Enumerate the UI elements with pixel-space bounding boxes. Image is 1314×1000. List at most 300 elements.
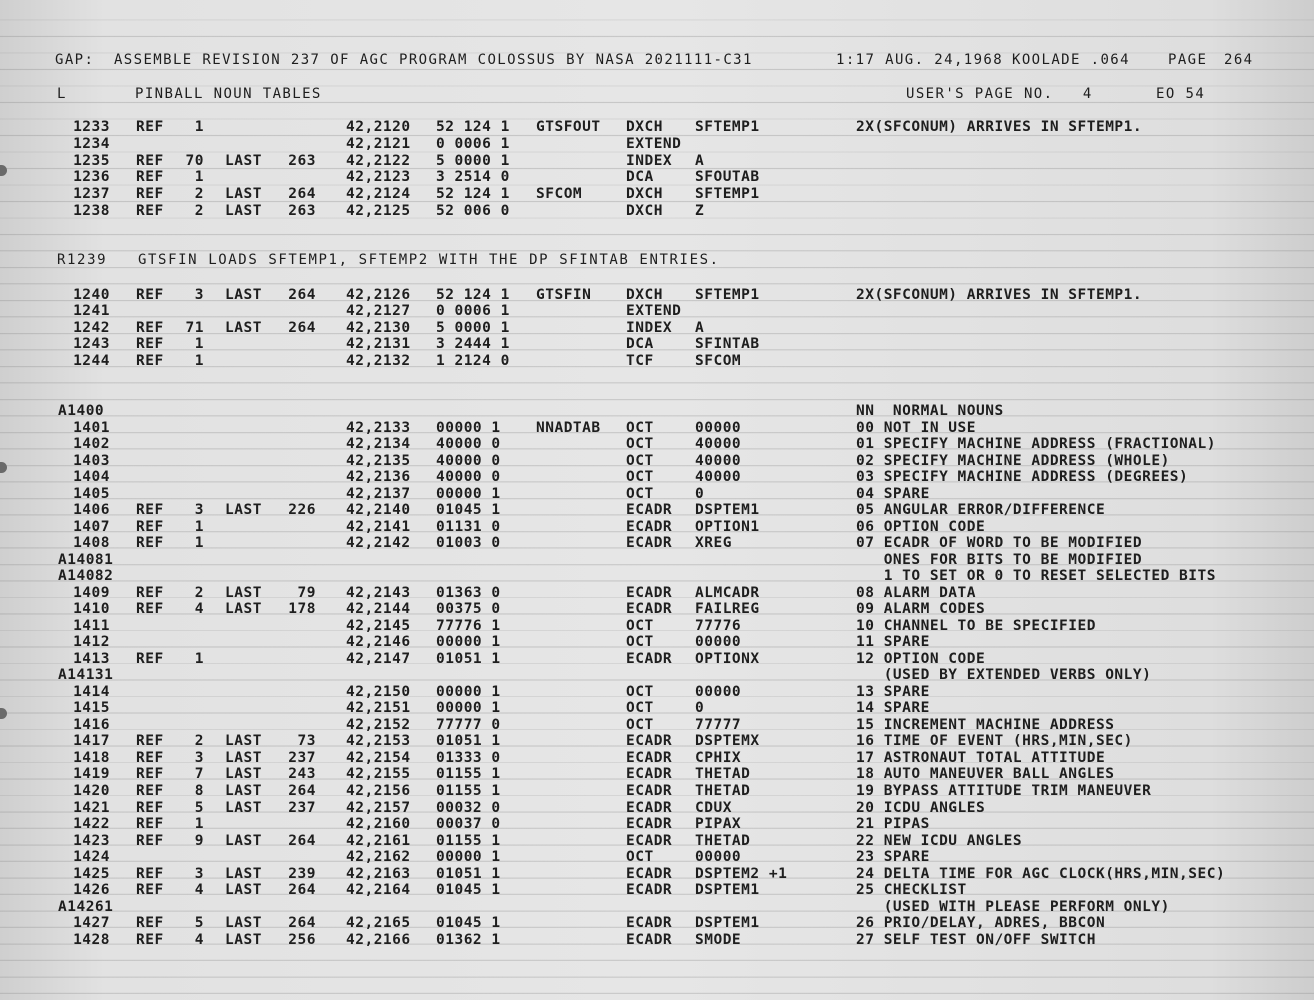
line-number: 1412 [73, 634, 110, 651]
ref-count: 1 [194, 336, 204, 353]
listing-row [0, 932, 1314, 949]
ref-count: 9 [194, 832, 204, 849]
opcode: OCT [626, 485, 654, 502]
operand: THETAD [695, 783, 751, 799]
ref-count: 1 [194, 518, 204, 535]
operand: XREG [695, 535, 732, 552]
ref-label: REF [136, 915, 164, 932]
opcode: ECADR [626, 601, 673, 618]
operand: SFOUTAB [695, 169, 760, 186]
opcode: ECADR [626, 733, 673, 750]
ref-label: REF [136, 931, 164, 948]
ref-label: REF [136, 783, 164, 799]
listing-row [0, 420, 1314, 437]
listing-row [0, 136, 1314, 153]
line-number: 1422 [73, 816, 110, 832]
octal-code: 0 0006 1 [436, 135, 510, 152]
listing-title: GAP: ASSEMBLE REVISION 237 OF AGC PROGRAM COLOSSUS BY NASA 2021111-C31 [55, 52, 753, 68]
line-number: 1237 [73, 186, 110, 203]
last-page: 264 [288, 783, 316, 799]
listing-row [0, 585, 1314, 602]
comment: 2X(SFCONUM) ARRIVES IN SFTEMP1. [856, 287, 1143, 303]
listing-row [0, 287, 1314, 304]
last-label: LAST [225, 733, 262, 750]
line-number: 1418 [73, 749, 110, 766]
last-page: 73 [297, 733, 316, 750]
comment: 25 CHECKLIST [856, 882, 967, 899]
comment: 15 INCREMENT MACHINE ADDRESS [856, 716, 1115, 733]
last-label: LAST [225, 865, 262, 882]
ref-label: REF [136, 584, 164, 601]
line-number: A14082 [58, 568, 114, 585]
ref-count: 3 [194, 287, 204, 303]
last-label: LAST [225, 287, 262, 303]
ref-count: 7 [194, 766, 204, 783]
opcode: OCT [626, 683, 654, 700]
line-number: 1419 [73, 766, 110, 783]
opcode: ECADR [626, 650, 673, 667]
listing-row [0, 469, 1314, 486]
comment: 12 OPTION CODE [856, 650, 986, 667]
last-page: 256 [288, 931, 316, 948]
operand: 00000 [695, 683, 742, 700]
operand: 0 [695, 700, 705, 717]
opcode: OCT [626, 617, 654, 634]
symbol-label: NNADTAB [536, 419, 601, 436]
octal-code: 40000 0 [436, 452, 501, 469]
octal-code: 01045 1 [436, 915, 501, 932]
listing-row [0, 915, 1314, 932]
address: 42,2123 [346, 169, 411, 186]
last-page: 264 [288, 832, 316, 849]
operand: OPTIONX [695, 650, 760, 667]
ref-count: 1 [194, 169, 204, 186]
section-title: PINBALL NOUN TABLES [135, 86, 322, 102]
line-number: 1404 [73, 469, 110, 486]
ref-count: 2 [194, 203, 204, 219]
listing-row [0, 684, 1314, 701]
ref-count: 3 [194, 502, 204, 519]
line-number: 1423 [73, 832, 110, 849]
listing-row [0, 552, 1314, 569]
last-page: 264 [288, 287, 316, 303]
octal-code: 00000 1 [436, 700, 501, 717]
ref-count: 2 [194, 186, 204, 203]
opcode: OCT [626, 634, 654, 651]
listing-row [0, 766, 1314, 783]
address: 42,2143 [346, 584, 411, 601]
last-page: 243 [288, 766, 316, 783]
comment: 00 NOT IN USE [856, 419, 976, 436]
last-page: 226 [288, 502, 316, 519]
comment: 24 DELTA TIME FOR AGC CLOCK(HRS,MIN,SEC) [856, 865, 1226, 882]
line-number: 1428 [73, 931, 110, 948]
comment: 16 TIME OF EVENT (HRS,MIN,SEC) [856, 733, 1133, 750]
listing-row [0, 866, 1314, 883]
operand: THETAD [695, 766, 751, 783]
octal-code: 01333 0 [436, 749, 501, 766]
listing-row [0, 651, 1314, 668]
address: 42,2126 [346, 287, 411, 303]
octal-code: 00037 0 [436, 816, 501, 832]
ref-label: REF [136, 186, 164, 203]
listing-row [0, 601, 1314, 618]
listing-row [0, 667, 1314, 684]
last-label: LAST [225, 502, 262, 519]
address: 42,2161 [346, 832, 411, 849]
address: 42,2162 [346, 849, 411, 865]
listing-row [0, 186, 1314, 203]
comment: 22 NEW ICDU ANGLES [856, 832, 1023, 849]
address: 42,2163 [346, 865, 411, 882]
octal-code: 52 006 0 [436, 203, 510, 219]
address: 42,2160 [346, 816, 411, 832]
address: 42,2125 [346, 203, 411, 219]
opcode: OCT [626, 849, 654, 865]
ref-count: 3 [194, 749, 204, 766]
octal-code: 01155 1 [436, 783, 501, 799]
octal-code: 1 2124 0 [436, 352, 510, 369]
address: 42,2151 [346, 700, 411, 717]
last-page: 264 [288, 319, 316, 336]
octal-code: 5 0000 1 [436, 152, 510, 169]
octal-code: 0 0006 1 [436, 303, 510, 320]
listing-row [0, 618, 1314, 635]
listing-row [0, 502, 1314, 519]
ref-count: 4 [194, 931, 204, 948]
symbol-label: GTSFIN [536, 287, 592, 303]
opcode: OCT [626, 452, 654, 469]
listing-row [0, 303, 1314, 320]
comment: 17 ASTRONAUT TOTAL ATTITUDE [856, 749, 1106, 766]
address: 42,2156 [346, 783, 411, 799]
line-number: 1240 [73, 287, 110, 303]
opcode: ECADR [626, 865, 673, 882]
ref-count: 1 [194, 816, 204, 832]
comment: 05 ANGULAR ERROR/DIFFERENCE [856, 502, 1106, 519]
last-label: LAST [225, 931, 262, 948]
comment-line-number: R1239 [57, 252, 108, 268]
line-number: 1235 [73, 152, 110, 169]
address: 42,2153 [346, 733, 411, 750]
ref-label: REF [136, 203, 164, 219]
listing-row [0, 336, 1314, 353]
koolade-version: KOOLADE .064 [1012, 52, 1130, 68]
line-number: 1236 [73, 169, 110, 186]
opcode: INDEX [626, 319, 673, 336]
octal-code: 77776 1 [436, 617, 501, 634]
address: 42,2134 [346, 436, 411, 452]
symbol-label: SFCOM [536, 186, 583, 203]
page-number: 264 [1224, 52, 1254, 68]
listing-row [0, 882, 1314, 899]
opcode: ECADR [626, 915, 673, 932]
listing-row [0, 320, 1314, 337]
operand: DSPTEM1 [695, 882, 760, 899]
opcode: DXCH [626, 287, 663, 303]
operand: DSPTEM1 [695, 915, 760, 932]
octal-code: 01003 0 [436, 535, 501, 552]
address: 42,2121 [346, 135, 411, 152]
octal-code: 01363 0 [436, 584, 501, 601]
address: 42,2124 [346, 186, 411, 203]
last-page: 264 [288, 915, 316, 932]
last-page: 263 [288, 152, 316, 169]
line-number: 1241 [73, 303, 110, 320]
octal-code: 3 2514 0 [436, 169, 510, 186]
octal-code: 40000 0 [436, 469, 501, 486]
line-number: 1234 [73, 135, 110, 152]
last-label: LAST [225, 749, 262, 766]
opcode: ECADR [626, 931, 673, 948]
operand: ALMCADR [695, 584, 760, 601]
opcode: DXCH [626, 203, 663, 219]
operand: SFTEMP1 [695, 287, 760, 303]
ref-label: REF [136, 882, 164, 899]
ref-count: 4 [194, 601, 204, 618]
comment: 03 SPECIFY MACHINE ADDRESS (DEGREES) [856, 469, 1189, 486]
line-number: 1421 [73, 799, 110, 816]
operand: SFTEMP1 [695, 119, 760, 135]
comment: (USED WITH PLEASE PERFORM ONLY) [856, 898, 1170, 915]
listing-row [0, 816, 1314, 833]
comment-line [0, 252, 1314, 269]
ref-label: REF [136, 352, 164, 369]
ref-label: REF [136, 336, 164, 353]
opcode: ECADR [626, 749, 673, 766]
opcode: DCA [626, 169, 654, 186]
listing-row [0, 568, 1314, 585]
comment: 13 SPARE [856, 683, 930, 700]
line-number: 1243 [73, 336, 110, 353]
operand: 00000 [695, 634, 742, 651]
opcode: INDEX [626, 152, 673, 169]
ref-label: REF [136, 518, 164, 535]
line-number: 1401 [73, 419, 110, 436]
header-line-2 [0, 86, 1314, 103]
octal-code: 01155 1 [436, 832, 501, 849]
line-number: 1415 [73, 700, 110, 717]
address: 42,2135 [346, 452, 411, 469]
listing-row [0, 634, 1314, 651]
operand: FAILREG [695, 601, 760, 618]
address: 42,2130 [346, 319, 411, 336]
operand: 77776 [695, 617, 742, 634]
comment: 1 TO SET OR 0 TO RESET SELECTED BITS [856, 568, 1216, 585]
last-page: 237 [288, 799, 316, 816]
line-number: 1403 [73, 452, 110, 469]
octal-code: 00000 1 [436, 419, 501, 436]
operand: PIPAX [695, 816, 742, 832]
ref-count: 71 [185, 319, 204, 336]
line-number: 1244 [73, 352, 110, 369]
last-label: LAST [225, 783, 262, 799]
line-number: 1242 [73, 319, 110, 336]
address: 42,2165 [346, 915, 411, 932]
last-page: 237 [288, 749, 316, 766]
address: 42,2133 [346, 419, 411, 436]
comment: 04 SPARE [856, 485, 930, 502]
listing-row [0, 403, 1314, 420]
ref-count: 5 [194, 799, 204, 816]
ref-count: 8 [194, 783, 204, 799]
listing-row [0, 119, 1314, 136]
ref-label: REF [136, 601, 164, 618]
line-number: 1406 [73, 502, 110, 519]
operand: THETAD [695, 832, 751, 849]
octal-code: 00375 0 [436, 601, 501, 618]
octal-code: 52 124 1 [436, 186, 510, 203]
listing-row [0, 203, 1314, 220]
last-label: LAST [225, 915, 262, 932]
ref-label: REF [136, 169, 164, 186]
opcode: ECADR [626, 816, 673, 832]
comment: ONES FOR BITS TO BE MODIFIED [856, 551, 1143, 568]
line-number: 1409 [73, 584, 110, 601]
line-number: A14081 [58, 551, 114, 568]
comment: 26 PRIO/DELAY, ADRES, BBCON [856, 915, 1106, 932]
listing-row [0, 519, 1314, 536]
listing-row [0, 800, 1314, 817]
comment: 02 SPECIFY MACHINE ADDRESS (WHOLE) [856, 452, 1170, 469]
operand: DSPTEM1 [695, 502, 760, 519]
operand: 0 [695, 485, 705, 502]
address: 42,2155 [346, 766, 411, 783]
octal-code: 00032 0 [436, 799, 501, 816]
octal-code: 01045 1 [436, 882, 501, 899]
octal-code: 52 124 1 [436, 287, 510, 303]
ref-label: REF [136, 865, 164, 882]
listing-row [0, 733, 1314, 750]
last-label: LAST [225, 203, 262, 219]
ref-label: REF [136, 766, 164, 783]
ref-count: 1 [194, 119, 204, 135]
operand: CPHIX [695, 749, 742, 766]
octal-code: 40000 0 [436, 436, 501, 452]
last-page: 263 [288, 203, 316, 219]
address: 42,2146 [346, 634, 411, 651]
last-label: LAST [225, 766, 262, 783]
comment: 08 ALARM DATA [856, 584, 976, 601]
address: 42,2157 [346, 799, 411, 816]
operand: SFINTAB [695, 336, 760, 353]
comment: 14 SPARE [856, 700, 930, 717]
ref-count: 2 [194, 733, 204, 750]
octal-code: 00000 1 [436, 485, 501, 502]
octal-code: 01051 1 [436, 650, 501, 667]
opcode: ECADR [626, 535, 673, 552]
line-number: 1425 [73, 865, 110, 882]
octal-code: 00000 1 [436, 849, 501, 865]
ref-label: REF [136, 152, 164, 169]
listing-row [0, 899, 1314, 916]
opcode: OCT [626, 419, 654, 436]
listing-row [0, 153, 1314, 170]
opcode: DCA [626, 336, 654, 353]
comment: 27 SELF TEST ON/OFF SWITCH [856, 931, 1096, 948]
ref-label: REF [136, 650, 164, 667]
opcode: EXTEND [626, 303, 682, 320]
address: 42,2136 [346, 469, 411, 486]
line-number: 1417 [73, 733, 110, 750]
comment: 11 SPARE [856, 634, 930, 651]
comment: NN NORMAL NOUNS [856, 403, 1004, 419]
opcode: ECADR [626, 766, 673, 783]
line-number: 1407 [73, 518, 110, 535]
address: 42,2137 [346, 485, 411, 502]
operand: A [695, 152, 705, 169]
ref-label: REF [136, 733, 164, 750]
line-number: 1416 [73, 716, 110, 733]
opcode: OCT [626, 700, 654, 717]
comment: 20 ICDU ANGLES [856, 799, 986, 816]
line-number: 1233 [73, 119, 110, 135]
comment: 06 OPTION CODE [856, 518, 986, 535]
ref-label: REF [136, 287, 164, 303]
opcode: DXCH [626, 186, 663, 203]
last-page: 79 [297, 584, 316, 601]
address: 42,2122 [346, 152, 411, 169]
ref-count: 70 [185, 152, 204, 169]
comment-text: GTSFIN LOADS SFTEMP1, SFTEMP2 WITH THE DP SFINTAB ENTRIES. [138, 252, 720, 268]
ref-label: REF [136, 119, 164, 135]
symbol-label: GTSFOUT [536, 119, 601, 135]
comment: 10 CHANNEL TO BE SPECIFIED [856, 617, 1096, 634]
opcode: ECADR [626, 783, 673, 799]
line-number: 1410 [73, 601, 110, 618]
line-number: 1413 [73, 650, 110, 667]
comment: (USED BY EXTENDED VERBS ONLY) [856, 667, 1152, 684]
opcode: OCT [626, 436, 654, 452]
line-number: 1411 [73, 617, 110, 634]
address: 42,2141 [346, 518, 411, 535]
users-page-number: USER'S PAGE NO. 4 [906, 86, 1093, 102]
ref-label: REF [136, 319, 164, 336]
line-number: 1408 [73, 535, 110, 552]
opcode: OCT [626, 716, 654, 733]
operand: DSPTEM2 +1 [695, 865, 788, 882]
opcode: TCF [626, 352, 654, 369]
line-number: A1400 [58, 403, 105, 419]
opcode: ECADR [626, 502, 673, 519]
address: 42,2142 [346, 535, 411, 552]
line-number: 1402 [73, 436, 110, 452]
comment: 07 ECADR OF WORD TO BE MODIFIED [856, 535, 1143, 552]
address: 42,2120 [346, 119, 411, 135]
line-number: 1420 [73, 783, 110, 799]
opcode: ECADR [626, 584, 673, 601]
comment: 2X(SFCONUM) ARRIVES IN SFTEMP1. [856, 119, 1143, 135]
address: 42,2132 [346, 352, 411, 369]
line-number: 1427 [73, 915, 110, 932]
listing-row [0, 535, 1314, 552]
ref-count: 1 [194, 650, 204, 667]
ref-label: REF [136, 749, 164, 766]
octal-code: 77777 0 [436, 716, 501, 733]
operand: DSPTEMX [695, 733, 760, 750]
octal-code: 3 2444 1 [436, 336, 510, 353]
address: 42,2150 [346, 683, 411, 700]
listing-datetime: 1:17 AUG. 24,1968 [836, 52, 1004, 68]
operand: 40000 [695, 452, 742, 469]
opcode: ECADR [626, 882, 673, 899]
operand: Z [695, 203, 705, 219]
eo-label: EO 54 [1156, 86, 1206, 102]
line-number: 1426 [73, 882, 110, 899]
comment: 19 BYPASS ATTITUDE TRIM MANEUVER [856, 783, 1152, 799]
octal-code: 01051 1 [436, 865, 501, 882]
last-page: 264 [288, 186, 316, 203]
